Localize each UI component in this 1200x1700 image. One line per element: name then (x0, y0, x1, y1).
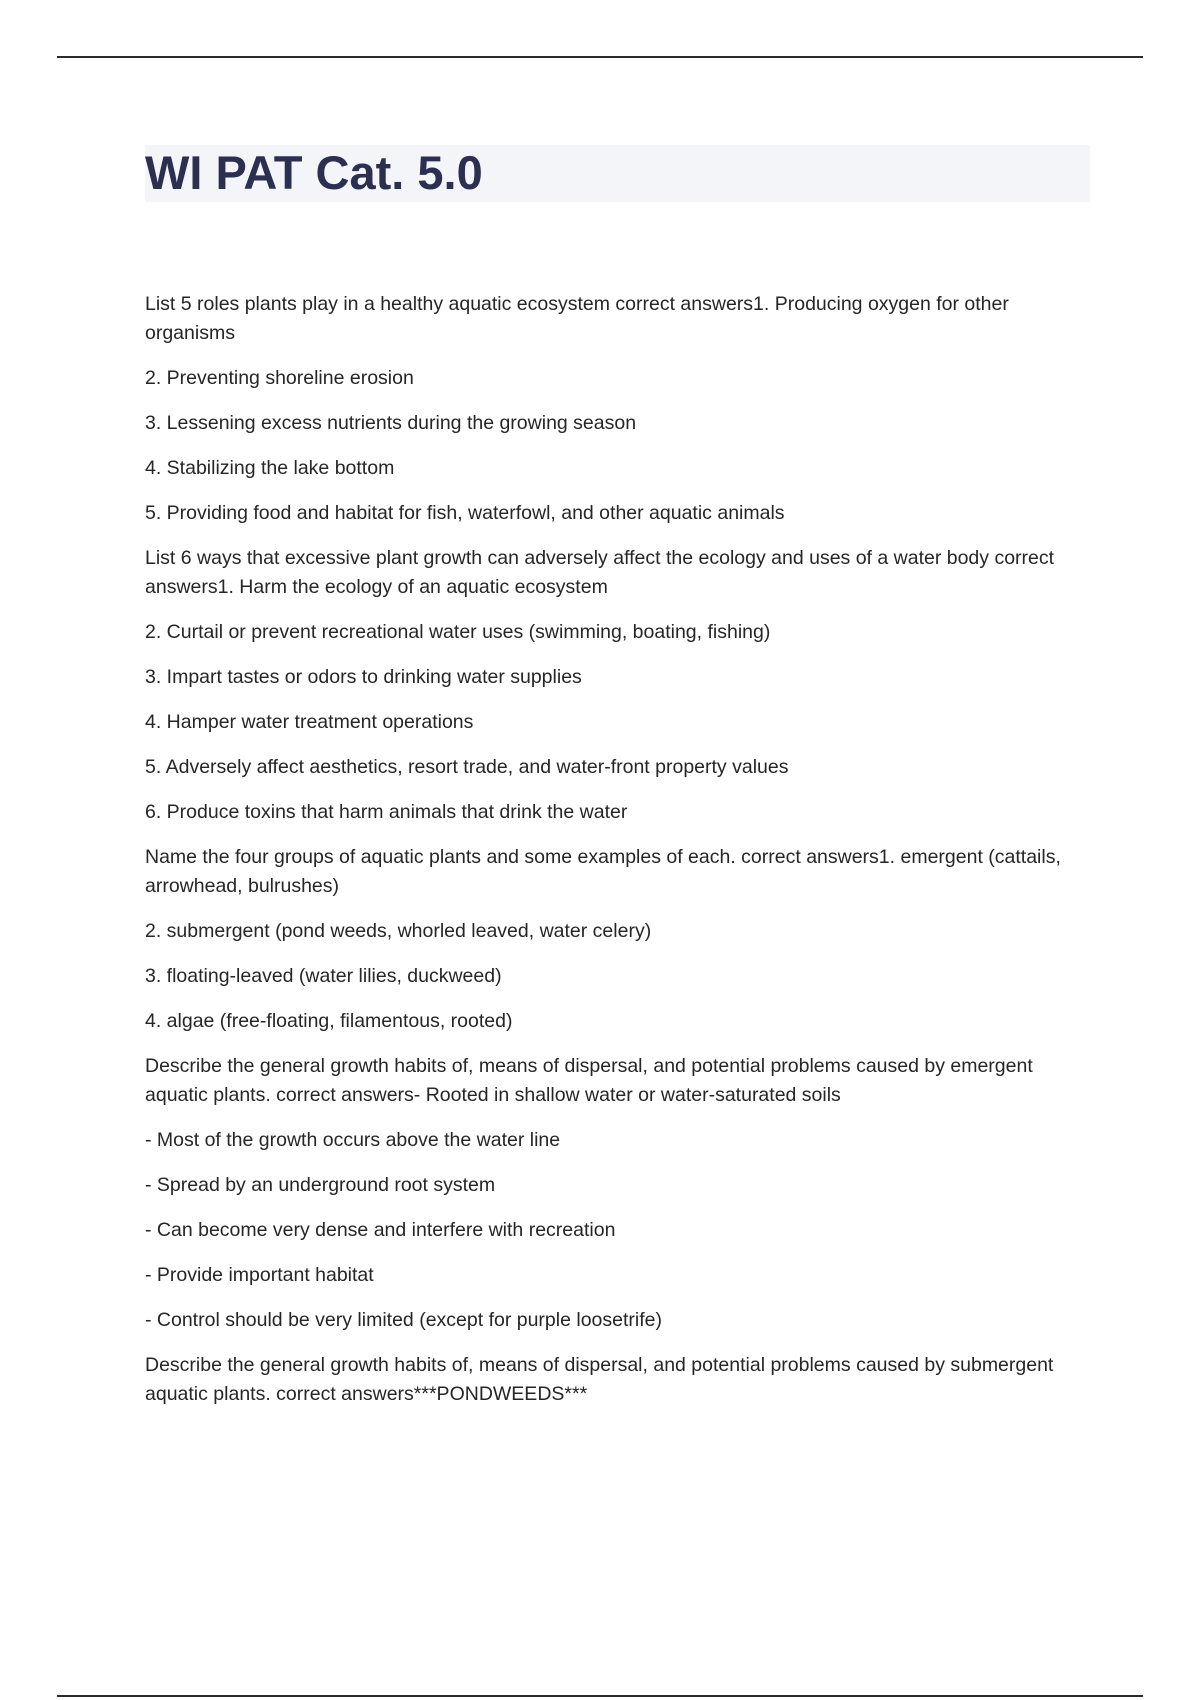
paragraph-11: 6. Produce toxins that harm animals that drink the water (145, 801, 628, 823)
paragraph-4: 4. Stabilizing the lake bottom (145, 457, 395, 479)
header-rule (57, 56, 1143, 58)
footer-rule (57, 1695, 1143, 1697)
paragraph-10: 5. Adversely affect aesthetics, resort trade, and water-front property values (145, 756, 789, 778)
paragraph-21: - Control should be very limited (except for purple loosetrife) (145, 1309, 662, 1331)
paragraph-15: 4. algae (free-floating, filamentous, rooted) (145, 1010, 513, 1032)
page-title: WI PAT Cat. 5.0 (145, 146, 483, 199)
paragraph-3: 3. Lessening excess nutrients during the growing season (145, 412, 637, 434)
paragraph-14: 3. floating-leaved (water lilies, duckweed) (145, 965, 502, 987)
paragraph-22: Describe the general growth habits of, means of dispersal, and potential problems caused by submergent aquatic plants. correct answers***PONDWEEDS*** (145, 1354, 1054, 1405)
paragraph-2: 2. Preventing shoreline erosion (145, 367, 414, 389)
paragraph-7: 2. Curtail or prevent recreational water uses (swimming, boating, fishing) (145, 621, 771, 643)
paragraph-19: - Can become very dense and interfere with recreation (145, 1219, 616, 1241)
paragraph-5: 5. Providing food and habitat for fish, waterfowl, and other aquatic animals (145, 502, 785, 524)
document-body (145, 290, 1090, 1425)
paragraph-13: 2. submergent (pond weeds, whorled leaved, water celery) (145, 920, 652, 942)
paragraph-18: - Spread by an underground root system (145, 1174, 496, 1196)
paragraph-8: 3. Impart tastes or odors to drinking water supplies (145, 666, 582, 688)
paragraph-17: - Most of the growth occurs above the water line (145, 1129, 561, 1151)
paragraph-20: - Provide important habitat (145, 1264, 374, 1286)
paragraph-12: Name the four groups of aquatic plants and some examples of each. correct answers1. emergent (cattails, arrowhead, bulrushes) (145, 846, 1061, 897)
paragraph-1: List 5 roles plants play in a healthy aquatic ecosystem correct answers1. Producing oxygen for other organisms (145, 293, 1009, 344)
paragraph-16: Describe the general growth habits of, means of dispersal, and potential problems caused by emergent aquatic plants. correct answers- Rooted in shallow water or water-saturated soils (145, 1055, 1033, 1106)
paragraph-9: 4. Hamper water treatment operations (145, 711, 474, 733)
paragraph-6: List 6 ways that excessive plant growth can adversely affect the ecology and uses of a water body correct answers1. Harm the ecology of an aquatic ecosystem (145, 547, 1055, 598)
